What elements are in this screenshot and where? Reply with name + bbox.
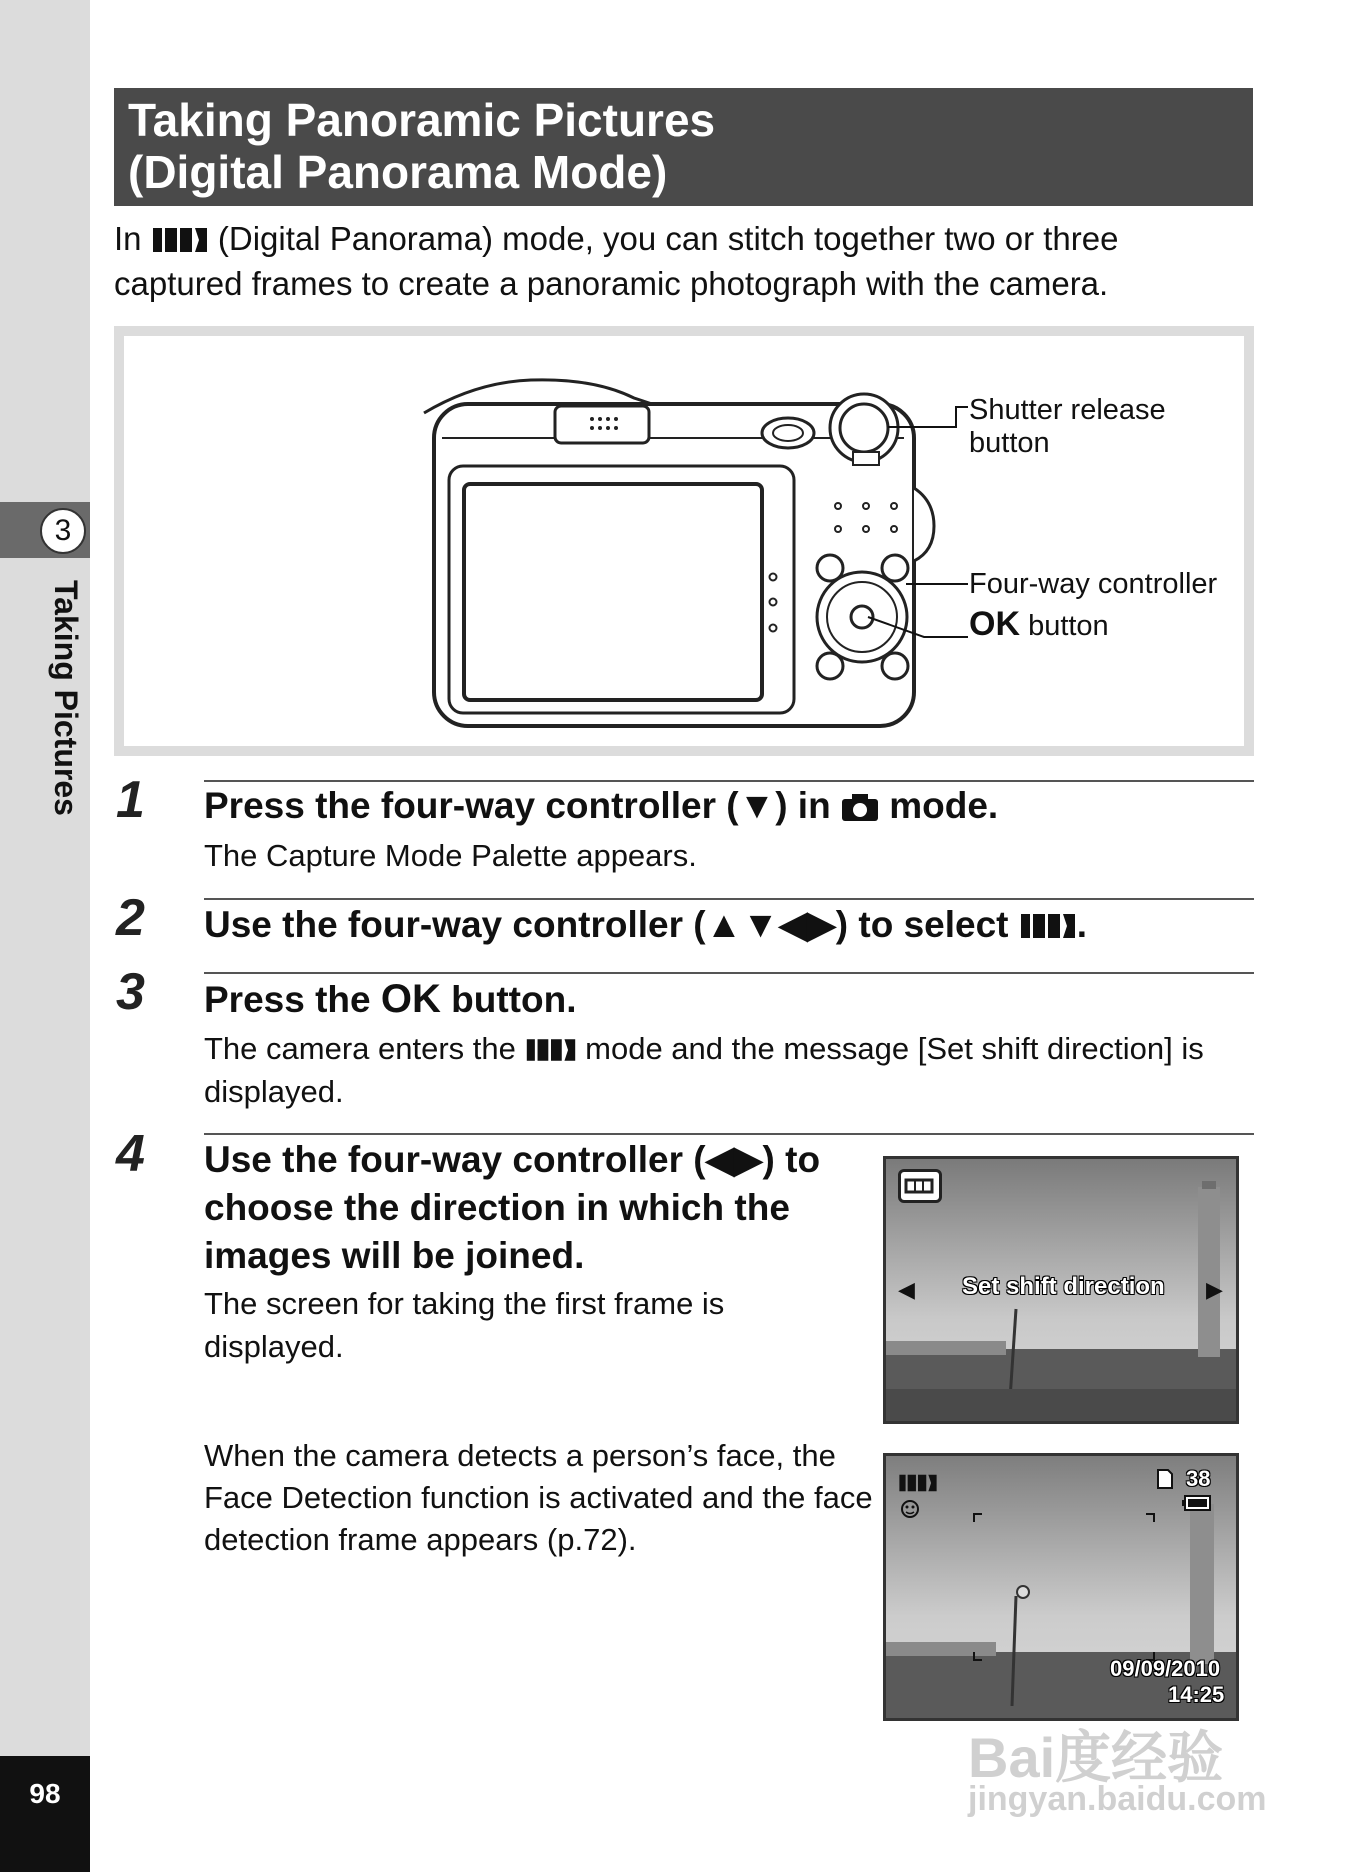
step-2-number: 2 (116, 889, 145, 947)
page-number: 98 (0, 1756, 90, 1872)
panorama-mode-icon (901, 1172, 939, 1200)
step-3-heading (204, 975, 1254, 1024)
step-1-body: The Capture Mode Palette appears. (204, 838, 697, 873)
watermark-brand: Bai度经验 (968, 1726, 1224, 1789)
set-shift-direction-message: Set shift direction (962, 1273, 1165, 1300)
lcd-screen-set-shift-direction (883, 1156, 1239, 1424)
step-4-body: The screen for taking the first frame is displayed. (204, 1286, 725, 1364)
time-display: 14:25 (1168, 1682, 1225, 1707)
step-1-heading-a: Press the four-way controller (▼) in (204, 785, 831, 826)
page-title-line-1: Taking Panoramic Pictures (128, 94, 716, 146)
step-1-number: 1 (116, 771, 145, 829)
step-3-rule (204, 972, 1254, 974)
step-3-heading-a: Press the (204, 979, 371, 1020)
panorama-status-icon (898, 1169, 942, 1203)
panorama-mode-icon (898, 1472, 938, 1494)
callout-shutter-release: Shutter release button (969, 394, 1166, 459)
chapter-title: Taking Pictures (48, 580, 84, 816)
intro-text-b: (Digital Panorama) mode, you can stitch together two or three captured frames to create a panoramic photograph with the camera. (114, 220, 1119, 302)
step-3-body (204, 1027, 1254, 1113)
camera-diagram-panel (114, 326, 1254, 756)
step-2-rule (204, 898, 1254, 900)
intro-text-a: In (114, 220, 142, 257)
panorama-mode-icon (151, 226, 209, 254)
panorama-mode-icon (525, 1037, 577, 1063)
chapter-number: 3 (40, 508, 86, 554)
step-1-heading (204, 782, 1254, 830)
battery-icon (1182, 1494, 1212, 1512)
step-2-heading (204, 901, 1254, 949)
page-title (114, 88, 1253, 206)
step-4-note: When the camera detects a person’s face, the Face Detection function is activated and the face detection frame appears (p.72). (204, 1438, 873, 1557)
right-arrow-icon: ▶ (1206, 1277, 1223, 1302)
step-4-rule (204, 1133, 1254, 1135)
lcd-screen-face-detection (883, 1453, 1239, 1721)
ok-label: OK (380, 977, 441, 1021)
intro-paragraph (114, 216, 1254, 306)
step-1-heading-b: mode. (889, 785, 999, 826)
panorama-mode-icon (1019, 911, 1077, 941)
step-3-body-a: The camera enters the (204, 1031, 516, 1066)
ok-label: OK (969, 605, 1020, 643)
callout-four-way-controller: Four-way controller (969, 568, 1218, 600)
shots-remaining: 38 (1186, 1466, 1211, 1491)
step-3-heading-b: button. (451, 979, 577, 1020)
date-display: 09/09/2010 (1110, 1656, 1221, 1681)
step-4-number: 4 (116, 1125, 145, 1183)
page-title-line-2: (Digital Panorama Mode) (128, 146, 668, 198)
step-2-heading-b: . (1076, 904, 1088, 945)
ok-callout-text: button (1028, 610, 1109, 642)
watermark-url: jingyan.baidu.com (968, 1780, 1267, 1818)
memory-card-icon (1156, 1468, 1174, 1490)
face-detection-icon (898, 1498, 922, 1520)
step-3-number: 3 (116, 963, 145, 1021)
callout-ok-button (969, 605, 1229, 643)
step-2-heading-a: Use the four-way controller (▲▼◀▶) to select (204, 904, 1009, 945)
step-3-body-b: mode and the message [Set shift direction] is displayed. (204, 1031, 1204, 1109)
left-arrow-icon: ◀ (898, 1277, 915, 1302)
step-4-heading: Use the four-way controller (◀▶) to choose the direction in which the images will be joined. (204, 1139, 821, 1276)
camera-mode-icon (841, 792, 879, 822)
